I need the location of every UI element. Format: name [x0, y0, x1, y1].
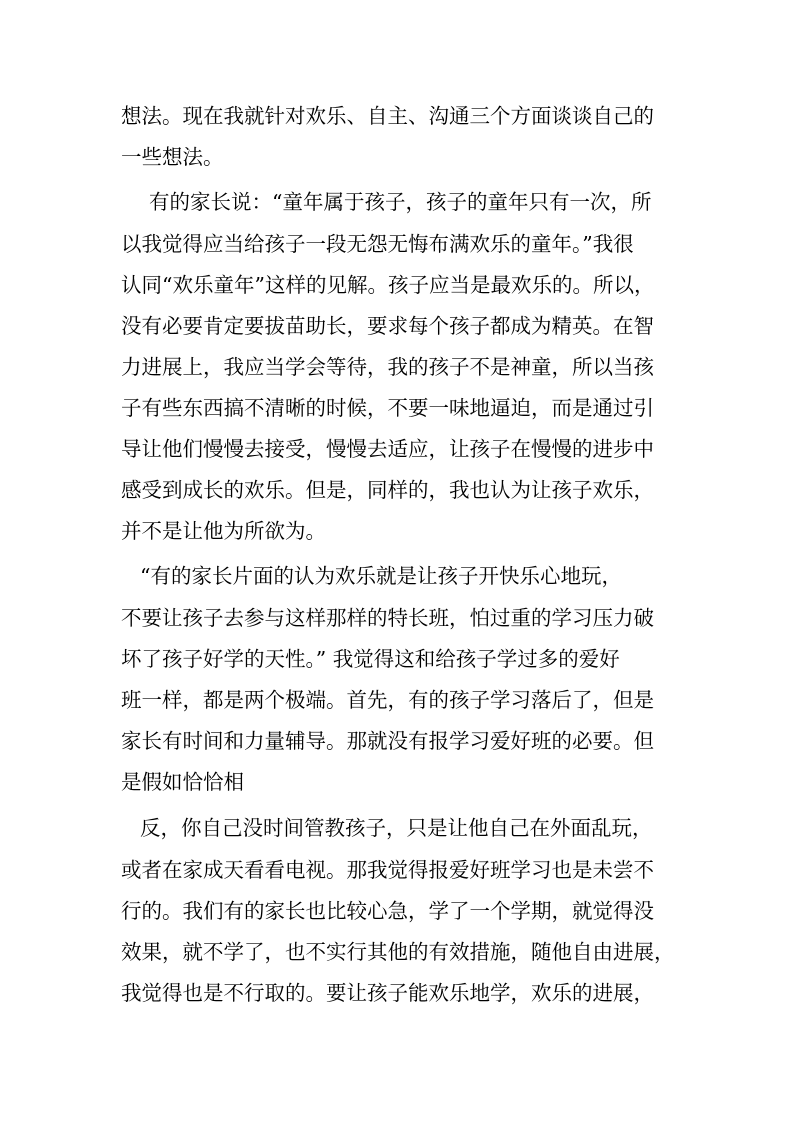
text-line: 一些想法。 — [121, 145, 224, 169]
text-line: 行的。我们有的家长也比较心急，学了一个学期，就觉得没 — [121, 899, 654, 923]
text-line: 以我觉得应当给孩子一段无怨无悔布满欢乐的童年。”我很 — [121, 232, 634, 256]
text-line: 导让他们慢慢去接受，慢慢去适应，让孩子在慢慢的进步中 — [121, 437, 654, 461]
text-line: 没有必要肯定要拔苗助长，要求每个孩子都成为精英。在智 — [121, 314, 654, 338]
text-line: 并不是让他为所欲为。 — [121, 519, 326, 543]
text-line: 反，你自己没时间管教孩子，只是让他自己在外面乱玩， — [140, 816, 653, 840]
text-line: 效果，就不学了，也不实行其他的有效措施，随他自由进展， — [121, 940, 675, 964]
text-line: 子有些东西搞不清晰的时候，不要一味地逼迫，而是通过引 — [121, 396, 654, 420]
text-line: 认同“欢乐童年”这样的见解。孩子应当是最欢乐的。所以， — [121, 273, 655, 297]
text-line: 家长有时间和力量辅导。那就没有报学习爱好班的必要。但 — [121, 729, 654, 753]
text-line: 有的家长说：“童年属于孩子，孩子的童年只有一次，所 — [149, 190, 652, 214]
text-line: 坏了孩子好学的天性。” 我觉得这和给孩子学过多的爱好 — [121, 647, 620, 671]
text-line: “有的家长片面的认为欢乐就是让孩子开快乐心地玩， — [140, 564, 622, 588]
text-line: 不要让孩子去参与这样那样的特长班，怕过重的学习压力破 — [121, 606, 654, 630]
text-line: 班一样，都是两个极端。首先，有的孩子学习落后了，但是 — [121, 688, 654, 712]
text-line: 我觉得也是不行取的。要让孩子能欢乐地学，欢乐的进展， — [121, 981, 654, 1005]
text-line: 感受到成长的欢乐。但是，同样的，我也认为让孩子欢乐， — [121, 478, 654, 502]
text-line: 是假如恰恰相 — [121, 770, 244, 794]
text-line: 力进展上，我应当学会等待，我的孩子不是神童，所以当孩 — [121, 355, 654, 379]
text-line: 想法。现在我就针对欢乐、自主、沟通三个方面谈谈自己的 — [121, 104, 654, 128]
text-line: 或者在家成天看看电视。那我觉得报爱好班学习也是未尝不 — [121, 858, 654, 882]
